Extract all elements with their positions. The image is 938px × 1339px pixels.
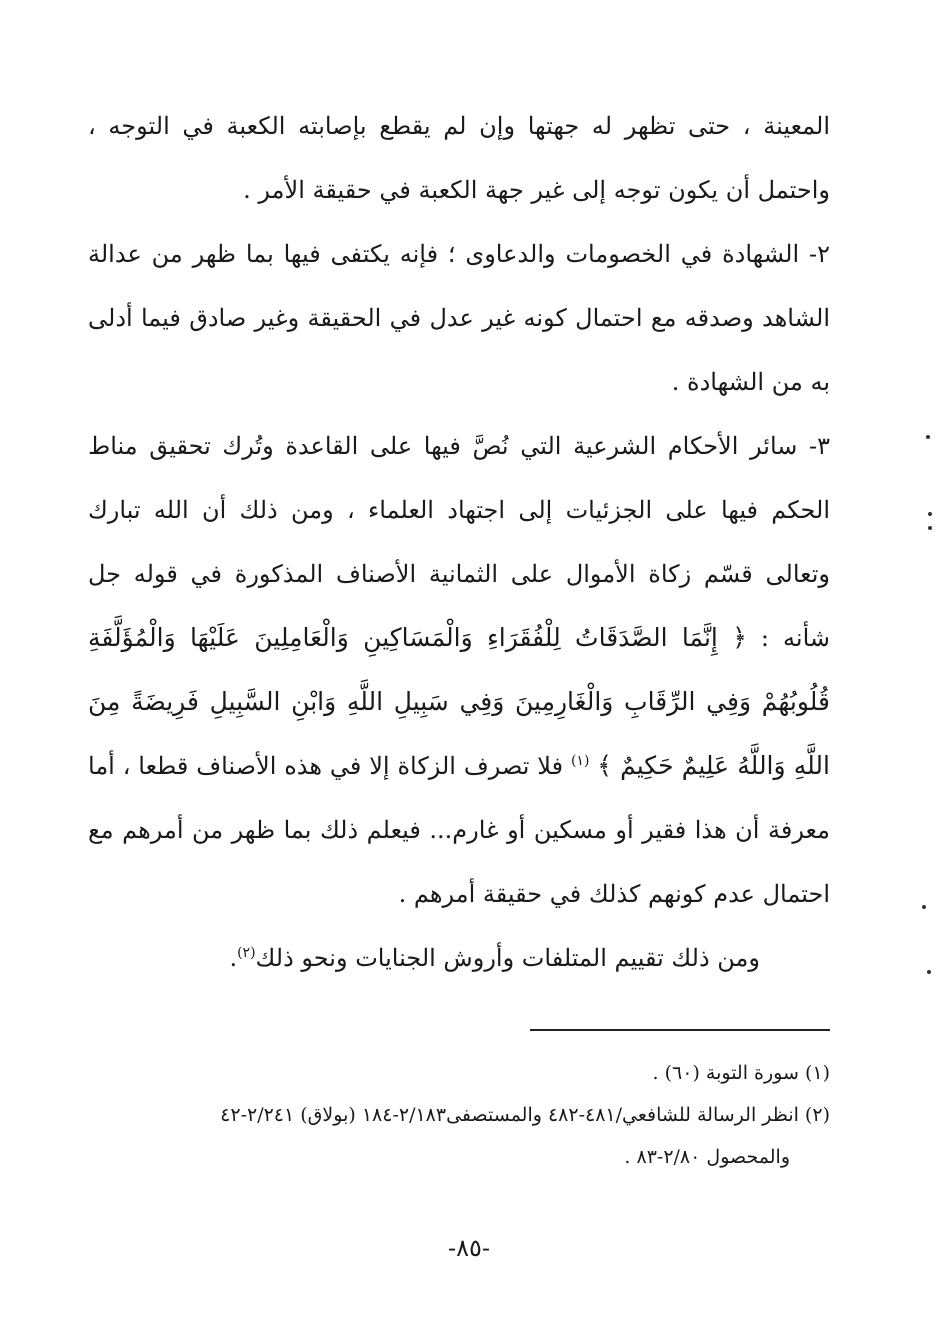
main-text (88, 94, 830, 990)
footnote-1: (١) سورة التوبة (٦٠) . (652, 1062, 830, 1084)
paragraph-3-start: ٣- سائر الأحكام الشرعية التي نُصَّ فيها على القاعدة وتُرك تحقيق مناط الحكم فيها على الجزئيات إلى اجتهاد العلماء ، ومن ذلك أن الله تبارك وتعالى قسّم زكاة الأموال على الثمانية الأصناف المذكورة في قوله جل شأنه : (88, 432, 830, 652)
scan-speck (922, 905, 926, 909)
scan-speck (928, 526, 932, 530)
scan-speck (927, 970, 931, 974)
footnote-ref-1: (١) (570, 753, 590, 769)
paragraph-4 (88, 926, 830, 990)
scan-speck (928, 512, 932, 516)
footnote-2-line-1: (٢) انظر الرسالة للشافعي/٤٨١-٤٨٢ والمستصفى٢/١٨٣-١٨٤ (بولاق) ٢/٢٤١-٤٢ (220, 1104, 830, 1126)
paragraph-4-text: ومن ذلك تقييم المتلفات وأروش الجنايات ونحو ذلك (255, 944, 760, 972)
footnote-separator (530, 1029, 830, 1031)
footnote-2-line-2: والمحصول ٢/٨٠-٨٣ . (624, 1146, 790, 1168)
footnotes (96, 1052, 830, 1178)
footnote-ref-2: (٢) (237, 945, 256, 961)
scan-speck (926, 435, 930, 439)
paragraph-2: ٢- الشهادة في الخصومات والدعاوى ؛ فإنه يكتفى فيها بما ظهر من عدالة الشاهد وصدقه مع احتمال كونه غير عدل في الحقيقة وغير صادق فيما أدلى به من الشهادة . (88, 240, 830, 396)
paragraph-4-end: . (229, 944, 238, 972)
page-number: -٨٥- (448, 1234, 490, 1262)
quran-verse: ﴿ إِنَّمَا الصَّدَقَاتُ لِلْفُقَرَاءِ وَالْمَسَاكِينِ وَالْعَامِلِينَ عَلَيْهَا وَالْمُؤَلَّفَةِ قُلُوبُهُمْ وَفِي الرِّقَابِ وَالْغَارِمِينَ وَفِي سَبِيلِ اللَّهِ وَابْنِ السَّبِيلِ فَرِيضَةً مِنَ اللَّهِ وَاللَّهُ عَلِيمٌ حَكِيمٌ ﴾ (88, 623, 830, 780)
intro-paragraph: المعينة ، حتى تظهر له جهتها وإن لم يقطع بإصابته الكعبة في التوجه ، واحتمل أن يكون توجه إلى غير جهة الكعبة في حقيقة الأمر . (88, 112, 830, 204)
paragraph-3 (88, 414, 830, 926)
paragraph-3-end: فلا تصرف الزكاة إلا في هذه الأصناف قطعا ، أما معرفة أن هذا فقير أو مسكين أو غارم... فيعلم ذلك بما ظهر من أمرهم مع احتمال عدم كونهم كذلك في حقيقة أمرهم . (88, 752, 830, 908)
